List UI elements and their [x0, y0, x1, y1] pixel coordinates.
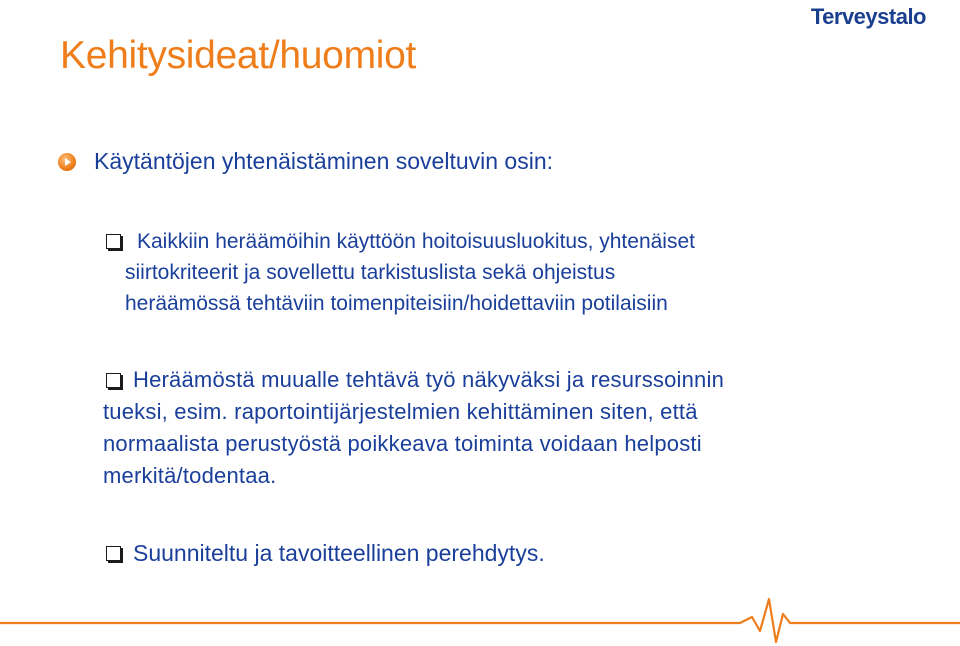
checkbox-bullet-icon: [106, 546, 121, 561]
item-3-text: [133, 537, 545, 569]
slide-title: Kehitysideat/huomiot: [60, 34, 417, 77]
heartbeat-footer-line: [0, 596, 960, 646]
orange-bullet-icon: [58, 153, 76, 171]
item-1-line-3: heräämössä tehtäviin toimenpiteisiin/hoidettaviin potilaisiin: [125, 292, 668, 315]
lead-text: Käytäntöjen yhtenäistäminen soveltuvin osin:: [94, 148, 554, 174]
item-1-line-1: Kaikkiin heräämöihin käyttöön hoitoisuusluokitus, yhtenäiset: [137, 230, 695, 253]
item-2-line-1: Heräämöstä muualle tehtävä työ näkyväksi ja resurssoinnin: [133, 367, 725, 392]
lead-bullet: [58, 148, 553, 175]
item-2-line-4: merkitä/todentaa.: [103, 463, 277, 488]
checklist-item-2: [103, 364, 906, 492]
item-1-text: [125, 226, 886, 319]
checkbox-bullet-icon: [106, 234, 121, 249]
item-2-text: [103, 364, 906, 492]
terveystalo-logo: Terveystalo: [810, 4, 926, 29]
item-2-line-2: tueksi, esim. raportointijärjestelmien kehittäminen siten, että: [103, 399, 698, 424]
checklist-item-3: [106, 537, 545, 569]
item-1-line-2: siirtokriteerit ja sovellettu tarkistuslista sekä ohjeistus: [125, 261, 616, 284]
item-2-line-3: normaalista perustyöstä poikkeava toiminta voidaan helposti: [103, 431, 702, 456]
checkbox-bullet-icon: [106, 373, 121, 388]
checklist-item-1: [106, 226, 886, 319]
item-3-line-1: Suunniteltu ja tavoitteellinen perehdytys.: [133, 540, 545, 566]
